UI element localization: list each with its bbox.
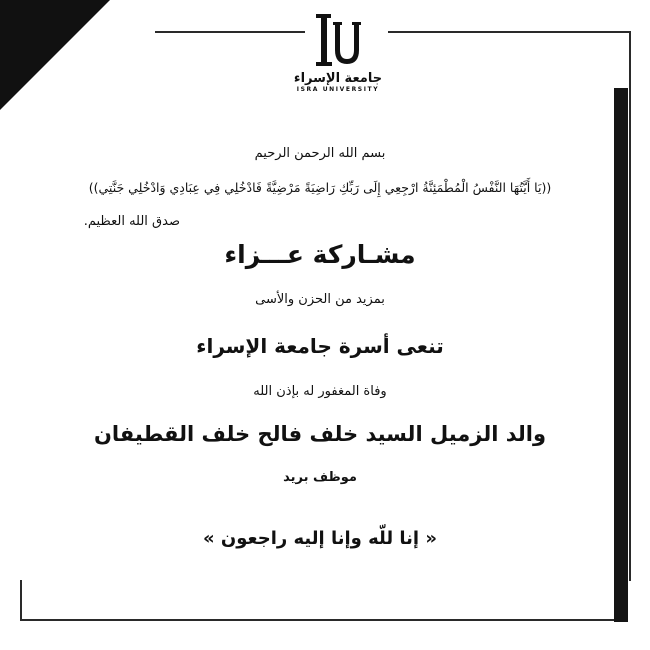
frame-side-bar [614,88,628,622]
frame-bottom-line [20,619,616,621]
logo-arabic-name: جامعة الإسراء [293,71,383,86]
frame-top-right-line [388,31,630,33]
death-announcement: وفاة المغفور له بإذن الله [253,384,387,399]
logo-english-name: ISRA UNIVERSITY [296,86,380,93]
verse-closing: صدق الله العظيم. [83,214,180,229]
frame-left-line [20,580,22,621]
isra-monogram-icon [314,12,362,70]
closing-quote: « إنا للّه وإنا إليه راجعون » [203,528,437,549]
mourner-line: تنعى أسرة جامعة الإسراء [196,334,444,358]
basmala: بسم الله الرحمن الرحيم [254,146,386,161]
university-logo [288,12,388,98]
corner-triangle [0,0,110,110]
frame-top-left-line [155,31,305,33]
grief-line: بمزيد من الحزن والأسى [255,292,385,307]
deceased-name: والد الزميل السيد خلف فالح خلف القطيفان [94,422,546,446]
notice-title: مشـاركة عـــزاء [224,240,416,269]
quran-verse: ((يَا أَيَّتُهَا النَّفْسُ الْمُطْمَئِنَّةُ ارْجِعِي إِلَى رَبِّكِ رَاضِيَةً مَرْضِيَّةً فَادْخُلِي فِي عِبَادِي وَادْخُلِي جَنَّتِي)) [88,180,552,195]
frame-right-line [629,31,631,581]
job-title: موظف بريد [283,470,357,485]
